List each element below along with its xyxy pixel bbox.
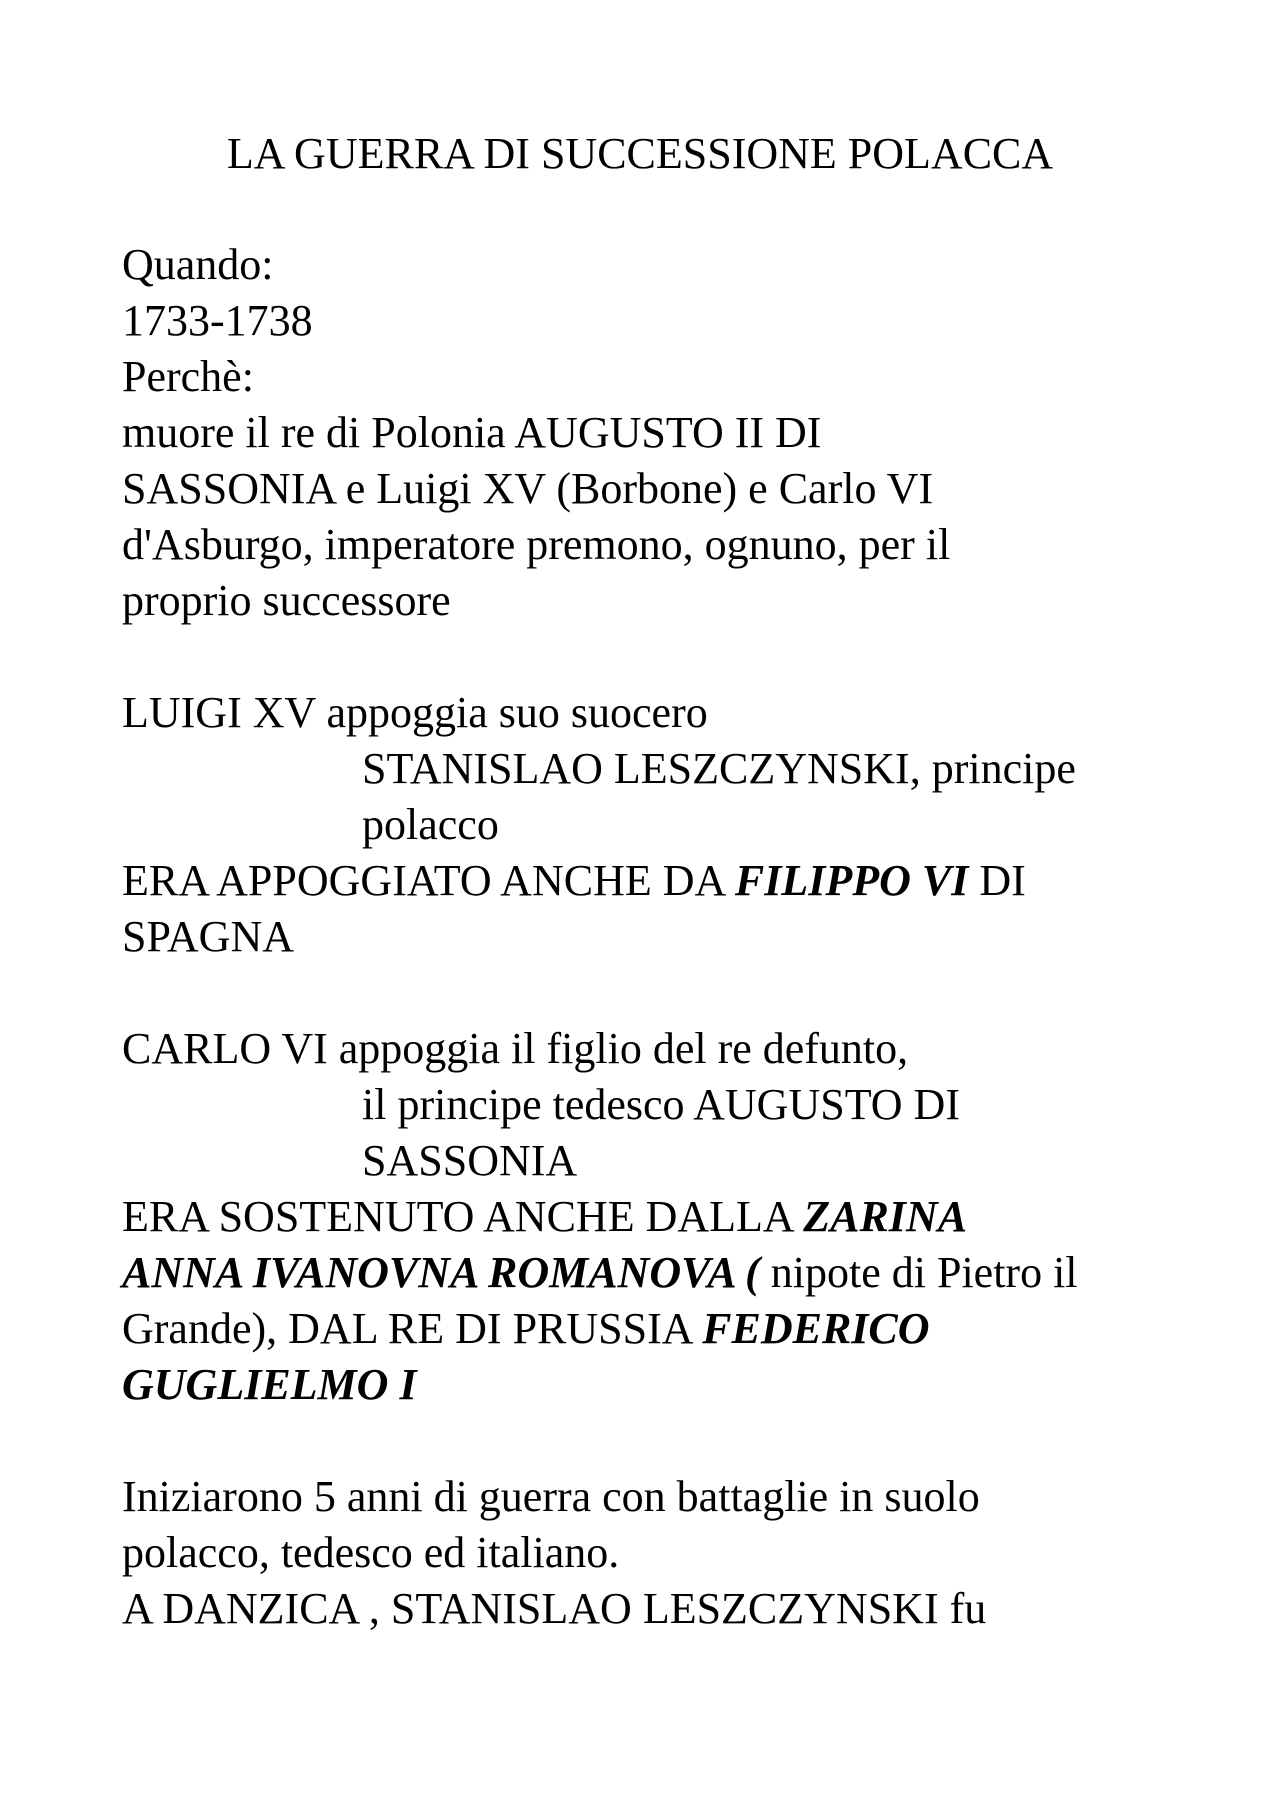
luigi-line: LUIGI XV appoggia suo suocero bbox=[122, 688, 708, 737]
when-label: Quando: bbox=[122, 240, 274, 289]
why-line: SASSONIA e Luigi XV (Borbone) e Carlo VI bbox=[122, 464, 934, 513]
when-value: 1733-1738 bbox=[122, 296, 313, 345]
carlo-candidate-line: SASSONIA bbox=[362, 1136, 578, 1185]
luigi-candidate-line: STANISLAO LESZCZYNSKI, principe bbox=[362, 744, 1076, 793]
paragraph-gap bbox=[122, 1413, 1222, 1469]
carlo-support-name: FEDERICO bbox=[702, 1304, 930, 1353]
luigi-support-suffix: DI bbox=[968, 856, 1026, 905]
why-line: proprio successore bbox=[122, 576, 451, 625]
why-line: d'Asburgo, imperatore premono, ognuno, per il bbox=[122, 520, 951, 569]
luigi-candidate-line: polacco bbox=[362, 800, 499, 849]
luigi-support-line bbox=[122, 853, 1222, 909]
why-line: muore il re di Polonia AUGUSTO II DI bbox=[122, 408, 822, 457]
carlo-support-line bbox=[122, 1189, 1222, 1245]
war-line: Iniziarono 5 anni di guerra con battaglie in suolo bbox=[122, 1472, 980, 1521]
luigi-support-line: SPAGNA bbox=[122, 912, 295, 961]
carlo-support-line bbox=[122, 1245, 1222, 1301]
why-label: Perchè: bbox=[122, 352, 254, 401]
paragraph-gap bbox=[122, 965, 1222, 1021]
carlo-support-line bbox=[122, 1301, 1222, 1357]
carlo-line: CARLO VI appoggia il figlio del re defunto, bbox=[122, 1024, 909, 1073]
carlo-support-name: ZARINA bbox=[803, 1192, 968, 1241]
carlo-support-prefix: ERA SOSTENUTO ANCHE DALLA bbox=[122, 1192, 804, 1241]
carlo-support-name: GUGLIELMO I bbox=[122, 1360, 417, 1409]
war-line: A DANZICA , STANISLAO LESZCZYNSKI fu bbox=[122, 1584, 987, 1633]
paragraph-gap bbox=[122, 629, 1222, 685]
carlo-candidate-line: il principe tedesco AUGUSTO DI bbox=[362, 1080, 960, 1129]
war-line: polacco, tedesco ed italiano. bbox=[122, 1528, 620, 1577]
luigi-support-prefix: ERA APPOGGIATO ANCHE DA bbox=[122, 856, 735, 905]
carlo-support-text: nipote di Pietro il bbox=[759, 1248, 1078, 1297]
carlo-support-text: Grande), DAL RE DI PRUSSIA bbox=[122, 1304, 703, 1353]
document-body bbox=[122, 237, 1222, 1637]
page-title: LA GUERRA DI SUCCESSIONE POLACCA bbox=[226, 129, 1054, 178]
luigi-support-name: FILIPPO VI bbox=[734, 856, 969, 905]
carlo-support-name: ANNA IVANOVNA ROMANOVA ( bbox=[122, 1248, 760, 1297]
